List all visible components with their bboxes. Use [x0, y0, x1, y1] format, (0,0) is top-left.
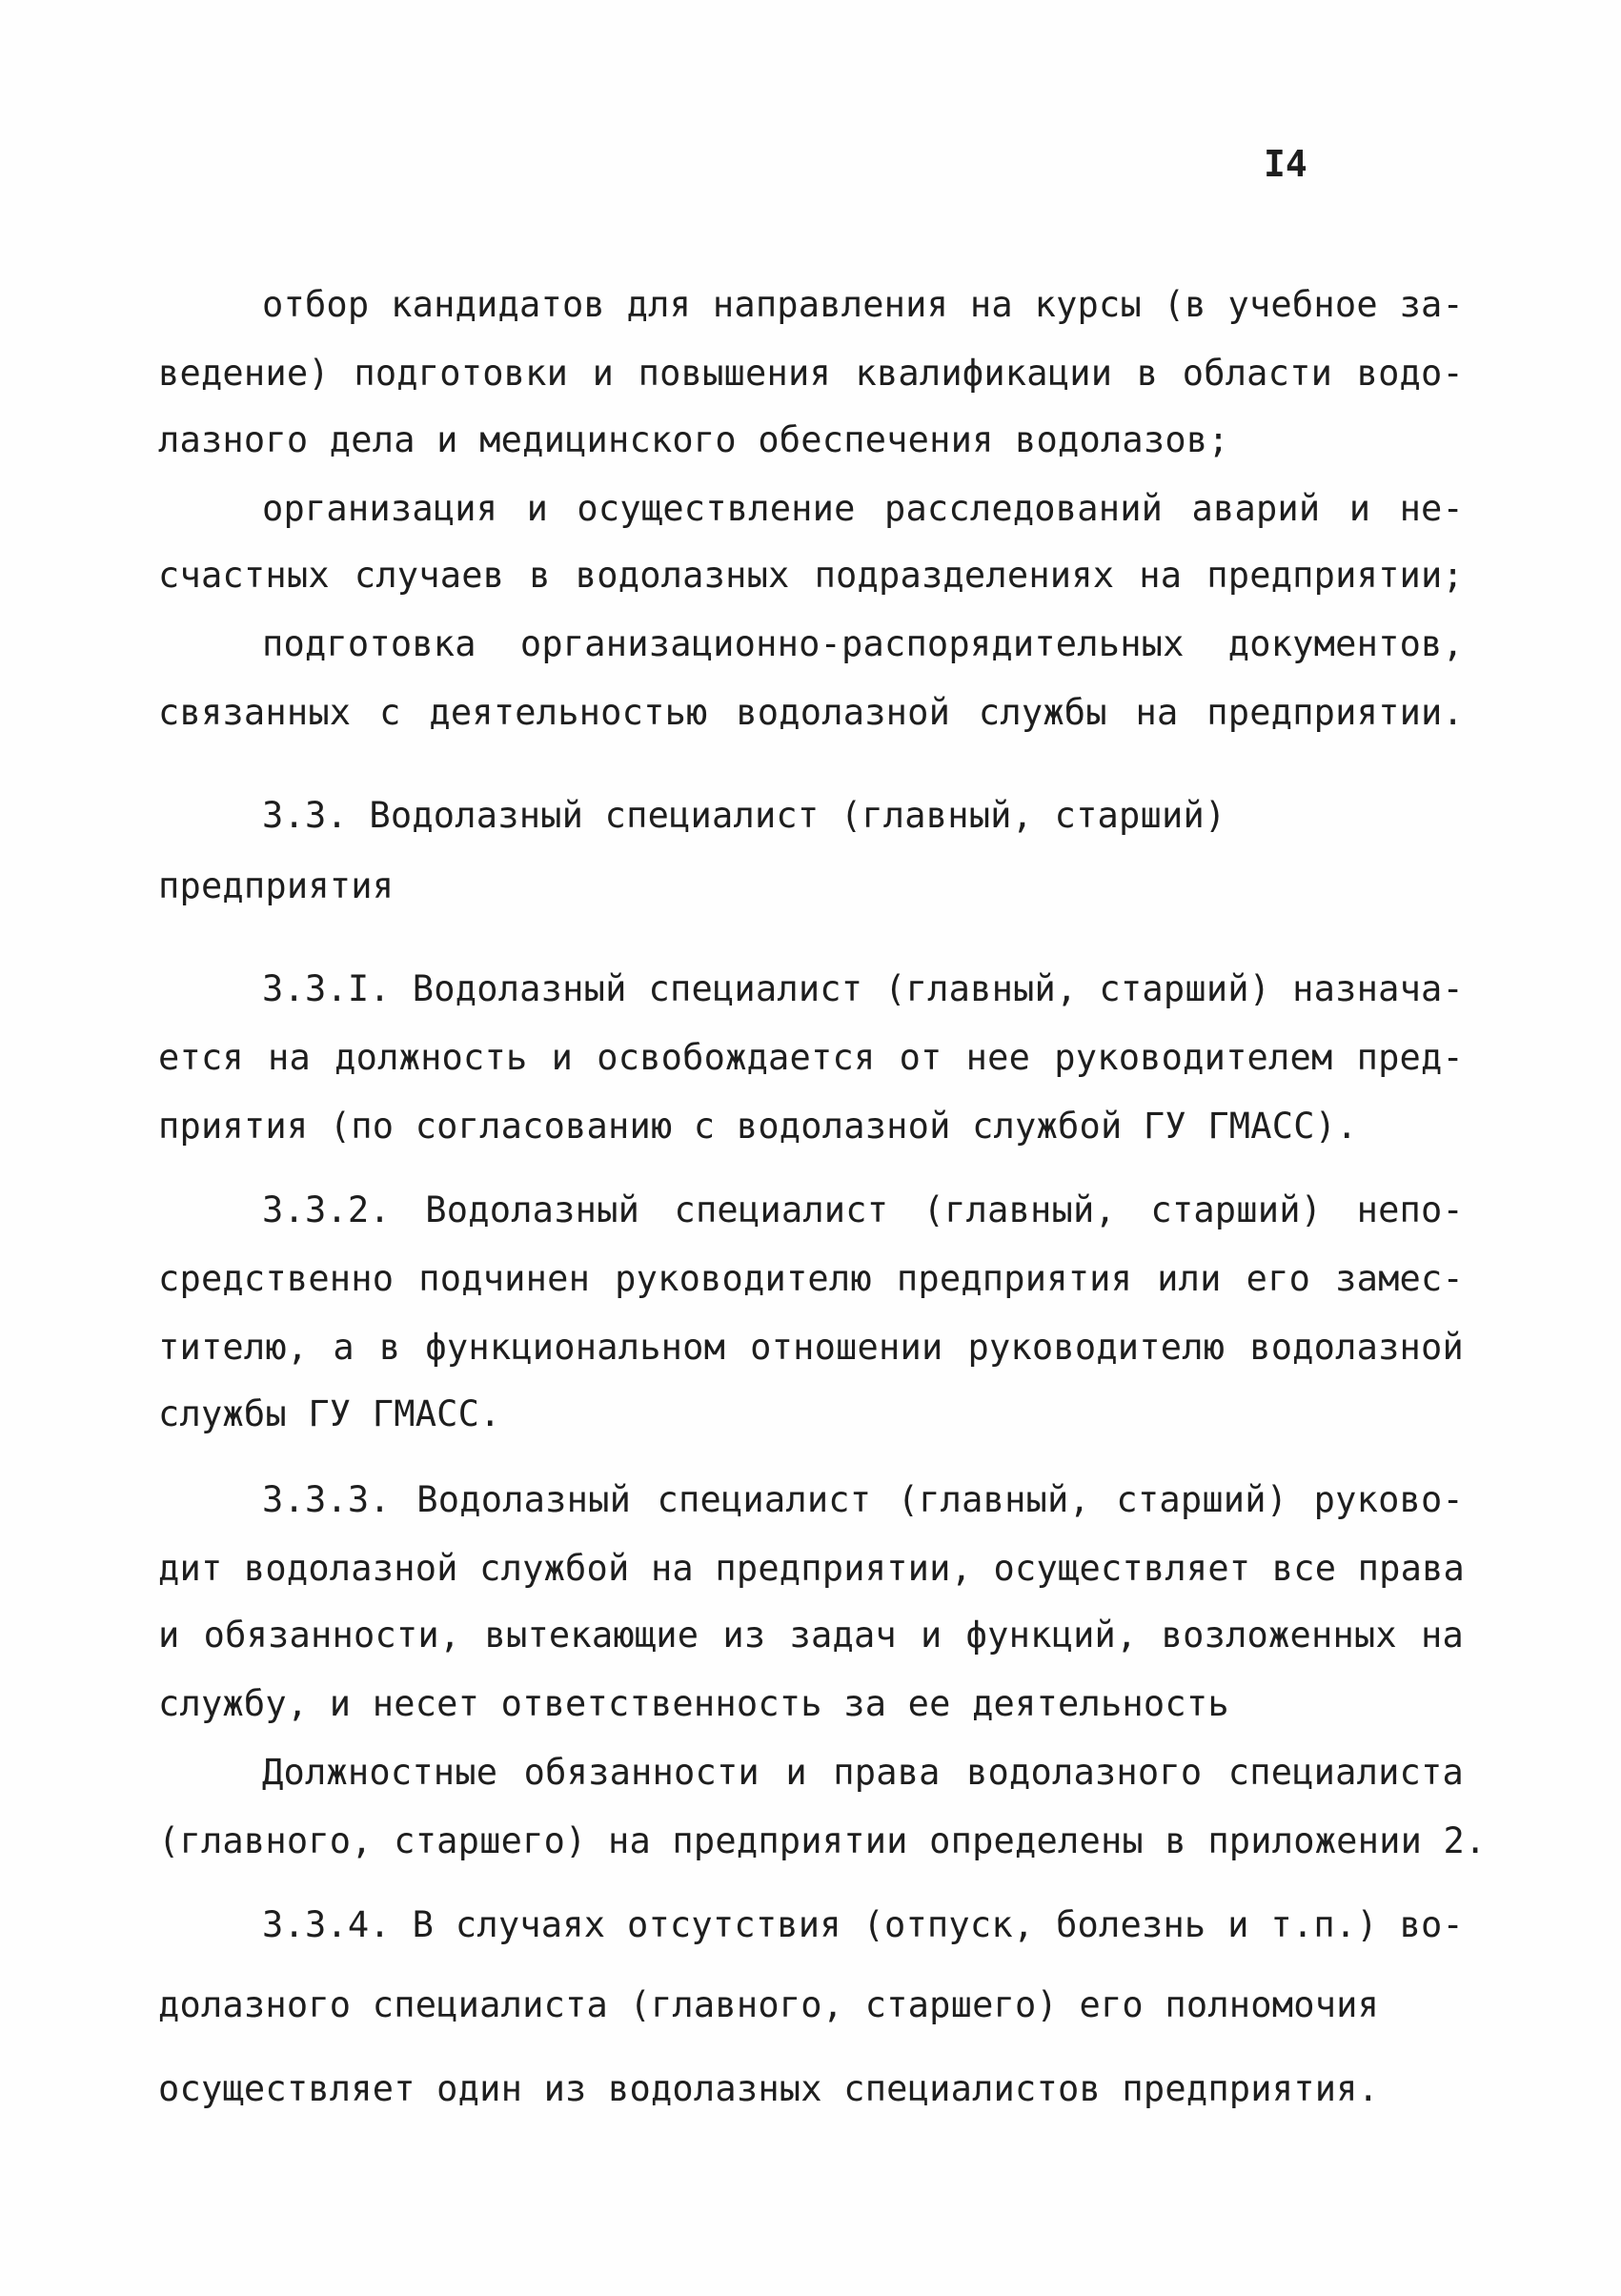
text-line: счастных случаев в водолазных подразделениях на предприятии; [158, 555, 1464, 596]
section-heading: 3.3. Водолазный специалист (главный, старший) [262, 795, 1226, 836]
text-line: связанных с деятельностью водолазной службы на предприятии. [158, 692, 1464, 733]
text-line: ведение) подготовки и повышения квалификации в области водо- [158, 353, 1464, 394]
text-line: ется на должность и освобождается от нее руководителем пред- [158, 1037, 1464, 1078]
text-line: и обязанности, вытекающие из задач и функций, возложенных на [158, 1615, 1464, 1656]
text-line: 3.3.I. Водолазный специалист (главный, старший) назнача- [262, 968, 1464, 1009]
text-line: средственно подчинен руководителю предприятия или его замес- [158, 1258, 1464, 1299]
text-line: 3.3.3. Водолазный специалист (главный, старший) руково- [262, 1479, 1464, 1520]
text-line: организация и осуществление расследований аварий и не- [262, 488, 1464, 529]
text-line: отбор кандидатов для направления на курсы (в учебное за- [262, 284, 1464, 325]
text-line: службы ГУ ГМАСС. [158, 1393, 501, 1434]
text-line: дит водолазной службой на предприятии, осуществляет все права [158, 1548, 1466, 1589]
text-line: службу, и несет ответственность за ее деятельность [158, 1683, 1229, 1724]
text-line: приятия (по согласованию с водолазной службой ГУ ГМАСС). [158, 1106, 1358, 1147]
text-line: (главного, старшего) на предприятии определены в приложении 2. [158, 1820, 1487, 1861]
page-number: I4 [1264, 143, 1307, 185]
text-line: 3.3.4. В случаях отсутствия (отпуск, болезнь и т.п.) во- [262, 1904, 1464, 1945]
text-line: лазного дела и медицинского обеспечения водолазов; [158, 419, 1229, 460]
text-line: подготовка организационно-распорядительных документов, [262, 623, 1464, 664]
text-line: 3.3.2. Водолазный специалист (главный, старший) непо- [262, 1189, 1464, 1230]
text-line: долазного специалиста (главного, старшего) его полномочия [158, 1984, 1380, 2025]
section-heading-cont: предприятия [158, 865, 395, 906]
text-line: тителю, а в функциональном отношении руководителю водолазной [158, 1327, 1464, 1368]
text-line: Должностные обязанности и права водолазного специалиста [262, 1752, 1464, 1793]
text-line: осуществляет один из водолазных специалистов предприятия. [158, 2068, 1380, 2109]
